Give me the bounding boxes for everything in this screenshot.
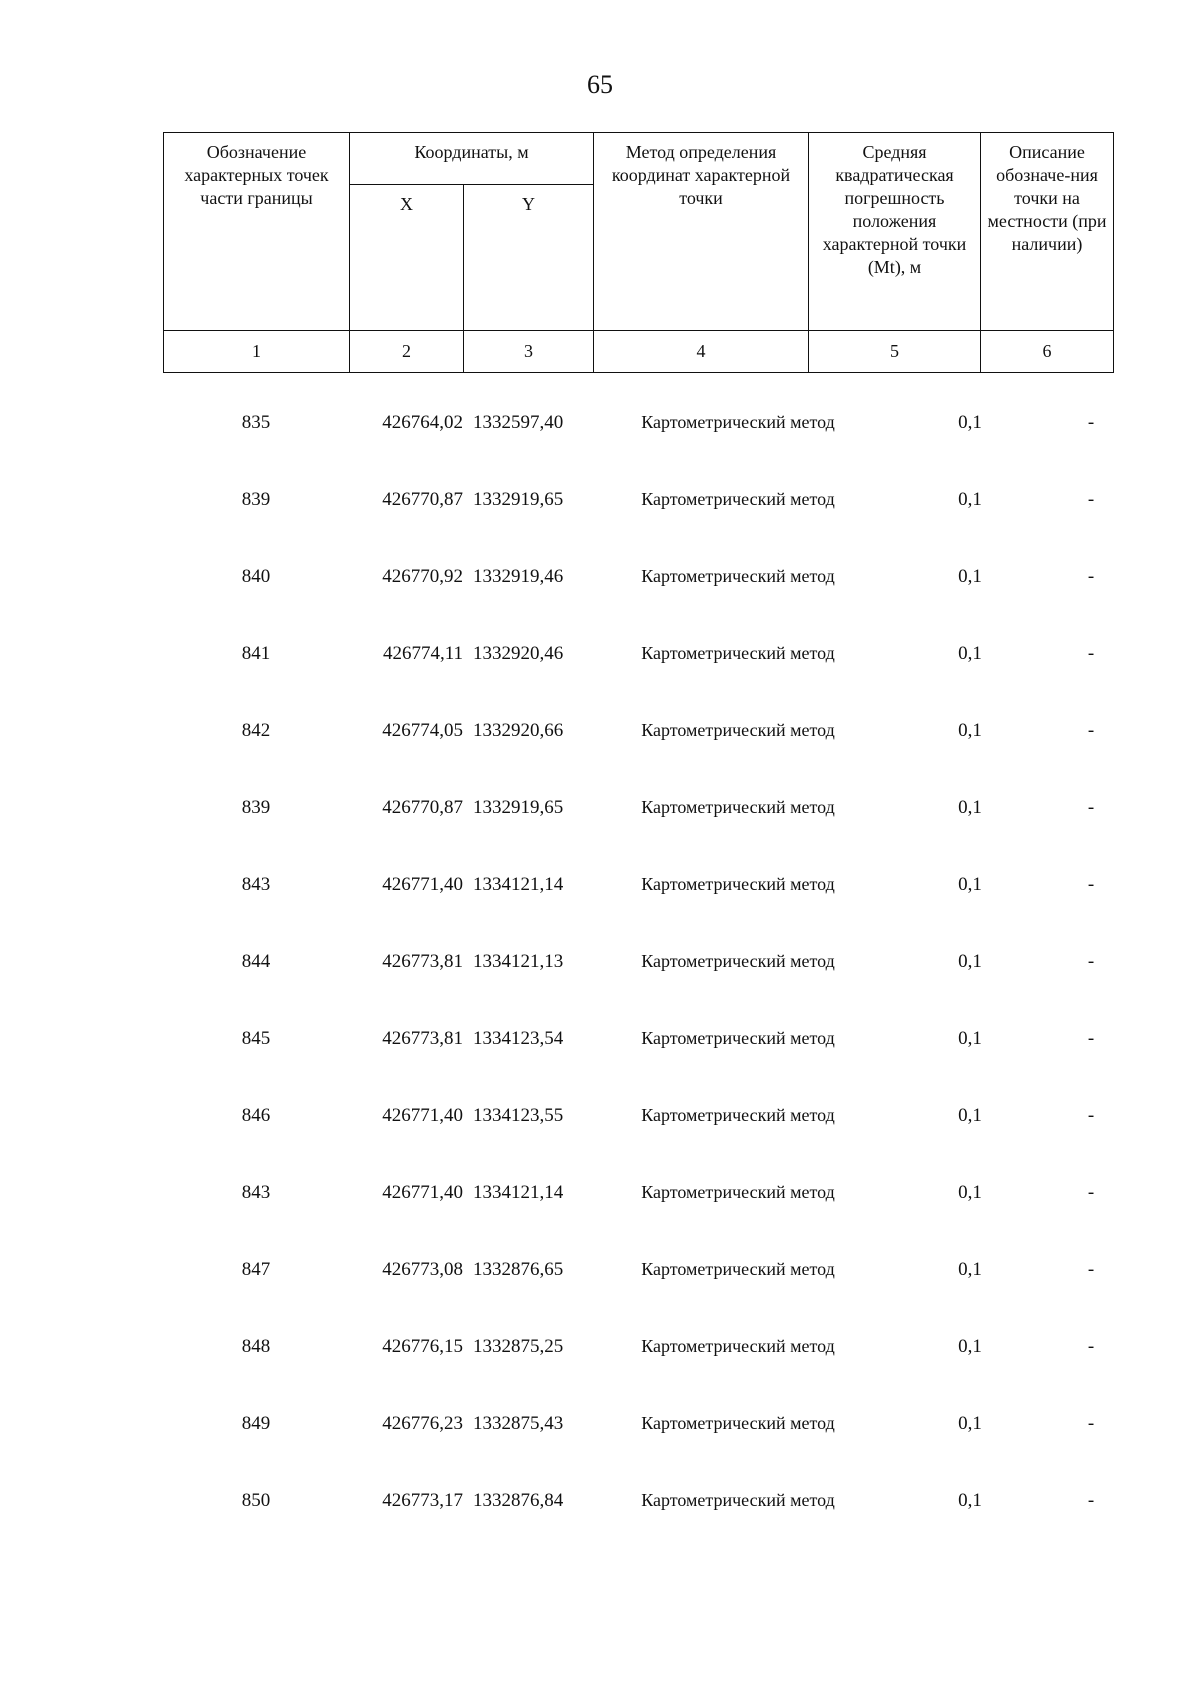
cell-error: 0,1 — [958, 1028, 982, 1049]
table-row — [163, 769, 1113, 846]
cell-point: 843 — [241, 1182, 271, 1203]
cell-method: Картометрический метод — [641, 1259, 835, 1279]
cell-error: 0,1 — [958, 951, 982, 972]
cell-description: - — [1087, 1413, 1095, 1434]
cell-description: - — [1087, 1490, 1095, 1511]
cell-y: 1332919,65 — [473, 797, 564, 818]
cell-point: 844 — [241, 951, 271, 972]
header-x: X — [350, 185, 464, 331]
cell-description: - — [1087, 1182, 1095, 1203]
table-row — [163, 1308, 1113, 1385]
table-row — [163, 1385, 1113, 1462]
table-row — [163, 1231, 1113, 1308]
cell-method: Картометрический метод — [641, 1413, 835, 1433]
cell-error: 0,1 — [958, 797, 982, 818]
cell-y: 1332875,25 — [473, 1336, 564, 1357]
cell-error: 0,1 — [958, 1182, 982, 1203]
cell-y: 1332875,43 — [473, 1413, 564, 1434]
table-row — [163, 692, 1113, 769]
cell-point: 848 — [241, 1336, 271, 1357]
cell-description: - — [1087, 874, 1095, 895]
header-point-designation: Обозначение характерных точек части границы — [164, 133, 350, 331]
cell-x: 426774,05 — [382, 720, 463, 741]
cell-point: 842 — [241, 720, 271, 741]
column-number: 5 — [809, 331, 981, 373]
table-row — [163, 1000, 1113, 1077]
cell-y: 1332920,46 — [473, 643, 564, 664]
cell-x: 426773,81 — [382, 951, 463, 972]
cell-method: Картометрический метод — [641, 1336, 835, 1356]
cell-error: 0,1 — [958, 643, 982, 664]
cell-y: 1334123,54 — [473, 1028, 564, 1049]
cell-error: 0,1 — [958, 1490, 982, 1511]
cell-y: 1334123,55 — [473, 1105, 564, 1126]
cell-x: 426771,40 — [382, 874, 463, 895]
cell-x: 426770,87 — [382, 797, 463, 818]
cell-point: 839 — [241, 489, 271, 510]
cell-error: 0,1 — [958, 1105, 982, 1126]
cell-x: 426771,40 — [382, 1182, 463, 1203]
cell-method: Картометрический метод — [641, 1182, 835, 1202]
cell-point: 849 — [241, 1413, 271, 1434]
cell-y: 1332919,46 — [473, 566, 564, 587]
cell-point: 843 — [241, 874, 271, 895]
cell-y: 1334121,14 — [473, 1182, 564, 1203]
cell-method: Картометрический метод — [641, 720, 835, 740]
column-number: 3 — [464, 331, 594, 373]
cell-y: 1332597,40 — [473, 412, 564, 433]
cell-point: 835 — [241, 412, 271, 433]
header-method: Метод определения координат характерной точки — [594, 133, 809, 331]
cell-x: 426776,15 — [382, 1336, 463, 1357]
cell-point: 840 — [241, 566, 271, 587]
cell-point: 839 — [241, 797, 271, 818]
table-row — [163, 1462, 1113, 1539]
page-number: 65 — [587, 70, 613, 99]
cell-method: Картометрический метод — [641, 643, 835, 663]
cell-description: - — [1087, 1105, 1095, 1126]
cell-x: 426773,08 — [382, 1259, 463, 1280]
column-number: 4 — [594, 331, 809, 373]
cell-description: - — [1087, 797, 1095, 818]
cell-x: 426774,11 — [382, 643, 463, 664]
table-row — [163, 846, 1113, 923]
cell-error: 0,1 — [958, 720, 982, 741]
cell-method: Картометрический метод — [641, 412, 835, 432]
cell-method: Картометрический метод — [641, 951, 835, 971]
cell-method: Картометрический метод — [641, 1028, 835, 1048]
table-row — [163, 1154, 1113, 1231]
table-row — [163, 1077, 1113, 1154]
column-number: 1 — [164, 331, 350, 373]
cell-y: 1332876,65 — [473, 1259, 564, 1280]
cell-error: 0,1 — [958, 1413, 982, 1434]
cell-method: Картометрический метод — [641, 797, 835, 817]
cell-point: 847 — [241, 1259, 271, 1280]
cell-error: 0,1 — [958, 874, 982, 895]
table-row — [163, 923, 1113, 1000]
cell-x: 426771,40 — [382, 1105, 463, 1126]
header-y: Y — [464, 185, 594, 331]
cell-point: 846 — [241, 1105, 271, 1126]
cell-error: 0,1 — [958, 1259, 982, 1280]
cell-method: Картометрический метод — [641, 489, 835, 509]
cell-method: Картометрический метод — [641, 874, 835, 894]
cell-x: 426773,17 — [382, 1490, 463, 1511]
table-row — [163, 538, 1113, 615]
cell-description: - — [1087, 412, 1095, 433]
column-number: 6 — [981, 331, 1114, 373]
cell-y: 1332876,84 — [473, 1490, 564, 1511]
header-coordinates: Координаты, м — [350, 133, 594, 185]
cell-y: 1332920,66 — [473, 720, 564, 741]
cell-point: 841 — [241, 643, 271, 664]
cell-description: - — [1087, 1028, 1095, 1049]
table-row — [163, 384, 1113, 461]
cell-error: 0,1 — [958, 1336, 982, 1357]
cell-x: 426776,23 — [382, 1413, 463, 1434]
cell-description: - — [1087, 566, 1095, 587]
cell-y: 1334121,14 — [473, 874, 564, 895]
cell-method: Картометрический метод — [641, 1490, 835, 1510]
cell-description: - — [1087, 1336, 1095, 1357]
header-description: Описание обозначе-ния точки на местности (при наличии) — [981, 133, 1114, 331]
table-row — [163, 615, 1113, 692]
cell-method: Картометрический метод — [641, 566, 835, 586]
cell-error: 0,1 — [958, 412, 982, 433]
table-row — [163, 461, 1113, 538]
cell-point: 845 — [241, 1028, 271, 1049]
cell-description: - — [1087, 489, 1095, 510]
cell-description: - — [1087, 951, 1095, 972]
cell-x: 426770,92 — [382, 566, 463, 587]
cell-x: 426764,02 — [382, 412, 463, 433]
cell-point: 850 — [241, 1490, 271, 1511]
cell-error: 0,1 — [958, 489, 982, 510]
cell-description: - — [1087, 1259, 1095, 1280]
cell-description: - — [1087, 643, 1095, 664]
cell-x: 426773,81 — [382, 1028, 463, 1049]
cell-error: 0,1 — [958, 566, 982, 587]
table-body — [163, 384, 1113, 1539]
cell-y: 1334121,13 — [473, 951, 564, 972]
cell-description: - — [1087, 720, 1095, 741]
cell-method: Картометрический метод — [641, 1105, 835, 1125]
cell-x: 426770,87 — [382, 489, 463, 510]
column-number: 2 — [350, 331, 464, 373]
table-header — [163, 132, 1114, 373]
header-error: Средняя квадратическая погрешность положения характерной точки (Mt), м — [809, 133, 981, 331]
cell-y: 1332919,65 — [473, 489, 564, 510]
